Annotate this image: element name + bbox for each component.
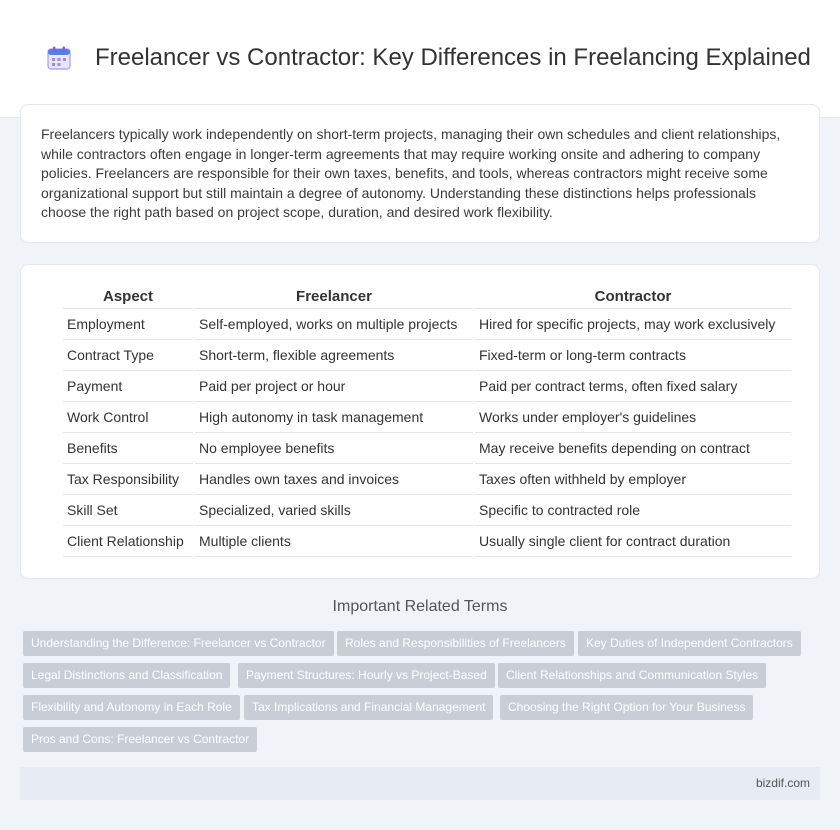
related-term-link[interactable]: Payment Structures: Hourly vs Project-Based — [238, 663, 495, 688]
site-name[interactable]: bizdif.com — [755, 776, 810, 790]
cell-aspect: Client Relationship — [63, 526, 193, 557]
page-title: Freelancer vs Contractor: Key Differences in Freelancing Explained — [95, 44, 811, 71]
cell-freelancer: Paid per project or hour — [195, 371, 473, 402]
related-term-link[interactable]: Client Relationships and Communication Styles — [498, 663, 766, 688]
page-header — [0, 0, 840, 118]
intro-text: Freelancers typically work independently on short-term projects, managing their own schedules and client relationships, while contractors often engage in longer-term agreements that may require working onsite and adhering to company policies. Freelancers are responsible for their own taxes, benefits, and tools, whereas contractors might receive some organizational support but still maintain a degree of autonomy. Understanding these distinctions helps professionals choose the right path based on project scope, duration, and desired work flexibility. — [41, 126, 781, 221]
cell-aspect: Benefits — [63, 433, 193, 464]
header-freelancer: Freelancer — [195, 285, 473, 309]
cell-contractor: Specific to contracted role — [475, 495, 791, 526]
table-row — [63, 402, 791, 433]
related-term-link[interactable]: Choosing the Right Option for Your Business — [500, 695, 753, 720]
cell-freelancer: Short-term, flexible agreements — [195, 340, 473, 371]
related-term-link[interactable]: Legal Distinctions and Classification — [23, 663, 230, 688]
table-row — [63, 309, 791, 340]
related-term-link[interactable]: Tax Implications and Financial Management — [244, 695, 493, 720]
cell-contractor: Fixed-term or long-term contracts — [475, 340, 791, 371]
cell-freelancer: Multiple clients — [195, 526, 473, 557]
related-term-link[interactable]: Key Duties of Independent Contractors — [578, 631, 801, 656]
cell-contractor: Taxes often withheld by employer — [475, 464, 791, 495]
cell-freelancer: Handles own taxes and invoices — [195, 464, 473, 495]
cell-aspect: Work Control — [63, 402, 193, 433]
page-footer — [20, 767, 820, 800]
table-row — [63, 526, 791, 557]
cell-freelancer: No employee benefits — [195, 433, 473, 464]
header-contractor: Contractor — [475, 285, 791, 309]
table-row — [63, 464, 791, 495]
calendar-icon — [46, 45, 72, 71]
cell-contractor: Paid per contract terms, often fixed salary — [475, 371, 791, 402]
related-term-link[interactable]: Flexibility and Autonomy in Each Role — [23, 695, 240, 720]
cell-aspect: Contract Type — [63, 340, 193, 371]
table-row — [63, 433, 791, 464]
cell-contractor: Works under employer's guidelines — [475, 402, 791, 433]
cell-aspect: Payment — [63, 371, 193, 402]
intro-card — [20, 104, 820, 243]
cell-aspect: Tax Responsibility — [63, 464, 193, 495]
table-row — [63, 371, 791, 402]
related-terms-title: Important Related Terms — [332, 598, 508, 615]
related-term-link[interactable]: Pros and Cons: Freelancer vs Contractor — [23, 727, 257, 752]
comparison-card — [20, 264, 820, 579]
cell-freelancer: Self-employed, works on multiple projects — [195, 309, 473, 340]
table-header-row — [63, 285, 791, 309]
related-term-link[interactable]: Roles and Responsibilities of Freelancers — [337, 631, 574, 656]
cell-contractor: Usually single client for contract duration — [475, 526, 791, 557]
cell-aspect: Skill Set — [63, 495, 193, 526]
cell-freelancer: High autonomy in task management — [195, 402, 473, 433]
table-row — [63, 495, 791, 526]
cell-contractor: May receive benefits depending on contract — [475, 433, 791, 464]
cell-freelancer: Specialized, varied skills — [195, 495, 473, 526]
cell-contractor: Hired for specific projects, may work exclusively — [475, 309, 791, 340]
header-aspect: Aspect — [63, 285, 193, 309]
comparison-table — [61, 285, 793, 557]
related-term-link[interactable]: Understanding the Difference: Freelancer vs Contractor — [23, 631, 334, 656]
table-row — [63, 340, 791, 371]
cell-aspect: Employment — [63, 309, 193, 340]
